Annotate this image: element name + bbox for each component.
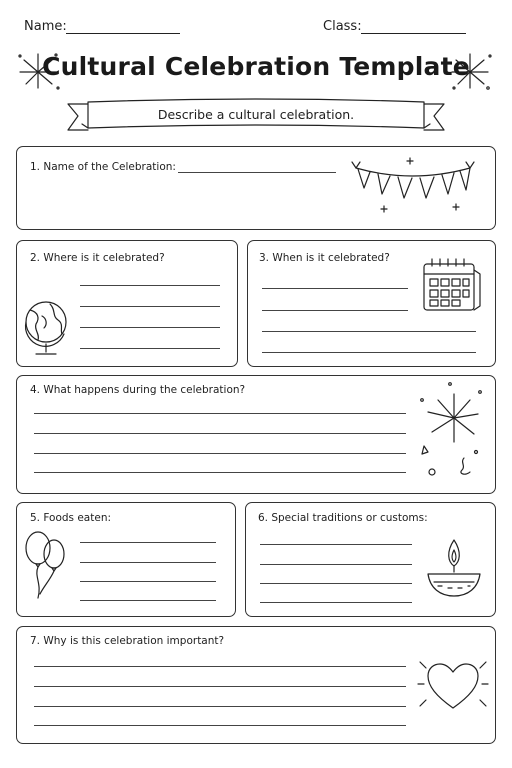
balloons-icon — [22, 528, 68, 602]
section-4-line-1[interactable] — [34, 413, 406, 414]
heart-icon — [416, 654, 490, 718]
section-2-line-2[interactable] — [80, 306, 220, 307]
section-6-line-3[interactable] — [260, 583, 412, 584]
section-6-line-4[interactable] — [260, 602, 412, 603]
diya-lamp-icon — [424, 536, 484, 602]
section-6-line-2[interactable] — [260, 564, 412, 565]
bunting-icon — [352, 158, 476, 216]
section-4-line-2[interactable] — [34, 433, 406, 434]
firework-icon — [414, 380, 486, 482]
section-5-line-4[interactable] — [80, 600, 216, 601]
banner-instruction: Describe a cultural celebration. — [157, 107, 355, 122]
name-label: Name: — [24, 19, 67, 34]
section-7-line-3[interactable] — [34, 706, 406, 707]
section-6-line-1[interactable] — [260, 544, 412, 545]
section-7-line-4[interactable] — [34, 725, 406, 726]
section-3-line-4[interactable] — [262, 352, 476, 353]
section-3-line-3[interactable] — [262, 331, 476, 332]
class-label: Class: — [323, 19, 362, 34]
calendar-icon — [422, 256, 482, 314]
section-5-line-1[interactable] — [80, 542, 216, 543]
section-6-prompt: 6. Special traditions or customs: — [258, 512, 428, 524]
section-2-line-1[interactable] — [80, 285, 220, 286]
section-3-line-2[interactable] — [262, 310, 408, 311]
section-7-prompt: 7. Why is this celebration important? — [30, 635, 225, 647]
section-2-prompt: 2. Where is it celebrated? — [30, 252, 165, 264]
section-2-line-4[interactable] — [80, 348, 220, 349]
section-4-line-3[interactable] — [34, 453, 406, 454]
section-2-line-3[interactable] — [80, 327, 220, 328]
section-7-line-1[interactable] — [34, 666, 406, 667]
section-3-prompt: 3. When is it celebrated? — [259, 252, 390, 264]
section-7-line-2[interactable] — [34, 686, 406, 687]
section-4-line-4[interactable] — [34, 472, 406, 473]
class-field[interactable] — [361, 33, 466, 34]
section-5-line-3[interactable] — [80, 581, 216, 582]
section-4-prompt: 4. What happens during the celebration? — [30, 384, 246, 396]
section-5-line-2[interactable] — [80, 562, 216, 563]
section-5-prompt: 5. Foods eaten: — [30, 512, 112, 524]
name-field[interactable] — [66, 33, 180, 34]
celebration-name-field[interactable] — [178, 172, 336, 173]
section-1-prompt: 1. Name of the Celebration: — [30, 161, 176, 173]
globe-icon — [22, 296, 72, 360]
page-title: Cultural Celebration Template — [42, 52, 470, 81]
section-3-line-1[interactable] — [262, 288, 408, 289]
